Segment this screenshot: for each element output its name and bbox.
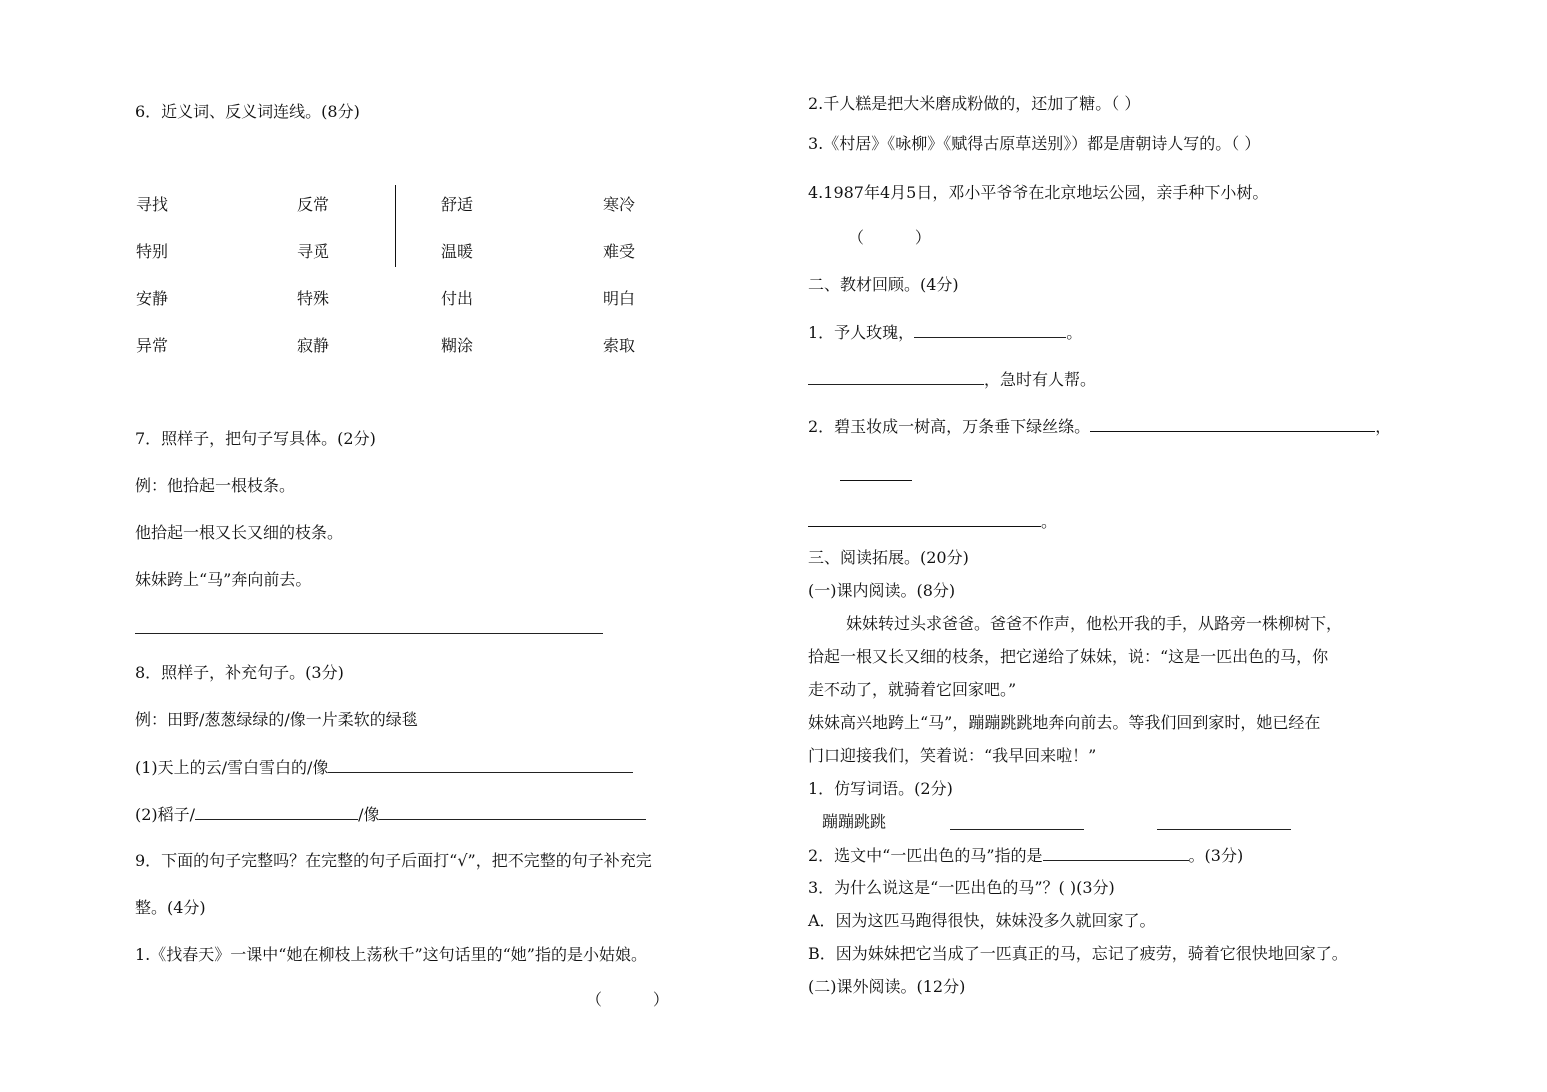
reading-q1: 1．仿写词语。(2分)	[808, 779, 953, 798]
reading-q1-word: 蹦蹦跳跳	[822, 812, 887, 831]
answer-parens[interactable]: （ ）	[586, 990, 669, 1009]
q8-item-2-text-a: (2)稻子/	[135, 805, 196, 824]
answer-blank[interactable]	[914, 322, 1066, 338]
passage-line: 妹妹转过头求爸爸。爸爸不作声，他松开我的手，从路旁一株柳树下，	[846, 614, 1343, 633]
q7-example-answer: 他拾起一根又长又细的枝条。	[135, 523, 344, 542]
q9-item-3: 3.《村居》《咏柳》《赋得古原草送别》）都是唐朝诗人写的。（ ）	[808, 134, 1261, 153]
answer-line[interactable]	[840, 480, 912, 481]
sec2-item-1-b-text: ，急时有人帮。	[984, 370, 1097, 389]
passage-line: 门口迎接我们，笑着说：“我早回来啦！”	[808, 746, 1097, 765]
word-cell: 难受	[603, 242, 636, 261]
passage-line: 拾起一根又长又细的枝条，把它递给了妹妹，说：“这是一匹出色的马，你	[808, 647, 1329, 666]
word-cell: 糊涂	[441, 336, 474, 355]
answer-line[interactable]	[1157, 829, 1291, 830]
sec2-item-2-end: 。	[1041, 512, 1058, 531]
answer-blank[interactable]	[1043, 845, 1189, 861]
sec2-item-1-b	[808, 369, 1096, 390]
sec2-item-1-text: 1．予人玫瑰，	[808, 323, 915, 342]
section-3-part-2: (二)课外阅读。(12分)	[808, 977, 966, 996]
word-cell: 寻觅	[297, 242, 330, 261]
q9-title-line-2: 整。(4分)	[135, 898, 206, 917]
answer-line[interactable]	[135, 633, 603, 634]
sec2-item-2-text: 2．碧玉妆成一树高，万条垂下绿丝绦。	[808, 417, 1091, 436]
answer-blank[interactable]	[1090, 416, 1375, 432]
q9-item-2: 2.千人糕是把大米磨成粉做的，还加了糖。（ ）	[808, 94, 1141, 113]
q8-item-2	[135, 804, 646, 825]
q7-prompt: 妹妹跨上“马”奔向前去。	[135, 570, 312, 589]
answer-line[interactable]	[950, 829, 1084, 830]
q7-example: 例：他拾起一根枝条。	[135, 476, 296, 495]
answer-blank[interactable]	[379, 804, 646, 820]
answer-blank[interactable]	[808, 369, 984, 385]
sec2-item-2-comma: ，	[1375, 417, 1392, 436]
reading-q2	[808, 845, 1243, 866]
word-cell: 特别	[136, 242, 169, 261]
passage-line: 妹妹高兴地跨上“马”，蹦蹦跳跳地奔向前去。等我们回到家时，她已经在	[808, 713, 1321, 732]
sec2-item-1	[808, 322, 1082, 343]
q9-item-4: 4.1987年4月5日，邓小平爷爷在北京地坛公园，亲手种下小树。	[808, 183, 1269, 202]
word-cell: 付出	[441, 289, 474, 308]
q9-item-1: 1.《找春天》一课中“她在柳枝上荡秋千”这句话里的“她”指的是小姑娘。	[135, 945, 647, 964]
word-cell: 异常	[136, 336, 169, 355]
word-cell: 寂静	[297, 336, 330, 355]
word-cell: 明白	[603, 289, 636, 308]
reading-q3-option-a: A．因为这匹马跑得很快，妹妹没多久就回家了。	[808, 911, 1156, 930]
sec2-item-2-cont	[808, 511, 1057, 532]
answer-blank[interactable]	[195, 804, 358, 820]
reading-q2-end: 。(3分)	[1188, 846, 1244, 865]
word-cell: 反常	[297, 195, 330, 214]
word-cell: 索取	[603, 336, 636, 355]
section-2-title: 二、教材回顾。(4分)	[808, 275, 959, 294]
q9-title-line-1: 9．下面的句子完整吗？在完整的句子后面打“√”，把不完整的句子补充完	[135, 851, 652, 870]
q7-title: 7．照样子，把句子写具体。(2分)	[135, 429, 376, 448]
sec2-item-1-end: 。	[1066, 323, 1083, 342]
reading-q3: 3．为什么说这是“一匹出色的马”？( )(3分)	[808, 878, 1115, 897]
answer-blank[interactable]	[808, 511, 1041, 527]
answer-blank[interactable]	[328, 757, 633, 773]
section-3-part-1: (一)课内阅读。(8分)	[808, 581, 956, 600]
word-cell: 安静	[136, 289, 169, 308]
column-divider	[395, 185, 396, 267]
word-cell: 温暖	[441, 242, 474, 261]
sec2-item-2	[808, 416, 1391, 437]
word-cell: 特殊	[297, 289, 330, 308]
word-cell: 舒适	[441, 195, 474, 214]
q8-example: 例：田野/葱葱绿绿的/像一片柔软的绿毯	[135, 710, 418, 729]
reading-q2-text: 2．选文中“一匹出色的马”指的是	[808, 846, 1043, 865]
answer-parens[interactable]: （ ）	[848, 228, 931, 247]
passage-line: 走不动了，就骑着它回家吧。”	[808, 680, 1017, 699]
word-cell: 寻找	[136, 195, 169, 214]
q8-item-2-text-b: /像	[358, 805, 380, 824]
q8-item-1-text: (1)天上的云/雪白雪白的/像	[135, 758, 329, 777]
q6-title: 6．近义词、反义词连线。(8分)	[135, 102, 360, 121]
q8-title: 8．照样子，补充句子。(3分)	[135, 663, 344, 682]
q8-item-1	[135, 757, 633, 778]
reading-q3-option-b: B．因为妹妹把它当成了一匹真正的马，忘记了疲劳，骑着它很快地回家了。	[808, 944, 1348, 963]
word-cell: 寒冷	[603, 195, 636, 214]
section-3-title: 三、阅读拓展。(20分)	[808, 548, 969, 567]
